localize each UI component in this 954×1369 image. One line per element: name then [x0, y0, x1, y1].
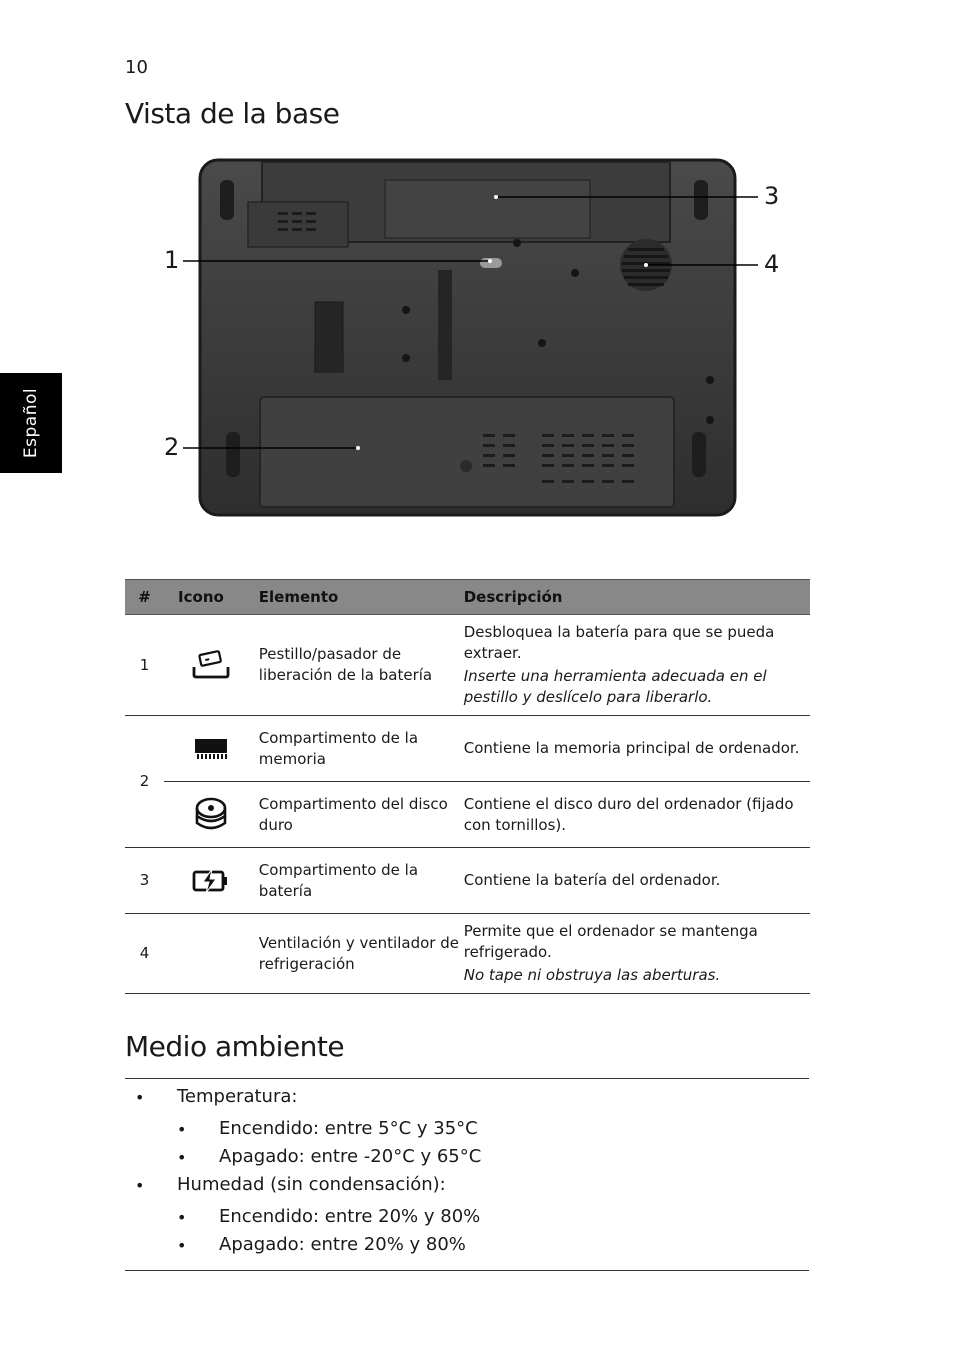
bullet: •	[135, 1088, 145, 1107]
laptop-base-figure	[160, 150, 790, 525]
element-name: Compartimento del disco duro	[259, 782, 464, 848]
element-description: Contiene el disco duro del ordenador (fijado con tornillos).	[464, 782, 810, 848]
header-description: Descripción	[464, 580, 810, 615]
bullet: •	[177, 1208, 187, 1227]
callout-1: 1	[164, 246, 180, 274]
header-num: #	[125, 580, 164, 615]
table-row	[125, 914, 810, 994]
table-row	[125, 716, 810, 782]
language-label: Español	[21, 387, 41, 459]
table-header-row	[125, 580, 810, 615]
callout-4: 4	[764, 250, 780, 278]
humidity-label: Humedad (sin condensación):	[177, 1174, 446, 1195]
battery-charge-icon	[164, 867, 259, 895]
bullet: •	[135, 1176, 145, 1195]
battery-release-latch-icon	[164, 650, 259, 680]
components-table	[125, 579, 810, 994]
humidity-on: Encendido: entre 20% y 80%	[219, 1206, 481, 1227]
element-description: Contiene la batería del ordenador.	[464, 848, 810, 914]
table-row	[125, 848, 810, 914]
table-row	[125, 615, 810, 716]
callout-2: 2	[164, 433, 180, 461]
laptop-base-illustration	[160, 150, 790, 525]
element-description: Desbloquea la batería para que se pueda extraer.	[463, 623, 775, 662]
element-note: No tape ni obstruya las aberturas.	[463, 966, 721, 984]
memory-module-icon	[164, 736, 259, 762]
row-number: 2	[125, 716, 164, 848]
language-side-tab	[0, 373, 62, 473]
element-name: Ventilación y ventilador de refrigeración	[259, 914, 464, 994]
element-name: Compartimento de la memoria	[259, 716, 464, 782]
environment-specs	[125, 1078, 809, 1271]
bullet: •	[177, 1236, 187, 1255]
temperature-on: Encendido: entre 5°C y 35°C	[219, 1118, 478, 1139]
element-name: Pestillo/pasador de liberación de la batería	[259, 615, 464, 716]
table-row	[125, 782, 810, 848]
section-title-base-view: Vista de la base	[125, 97, 340, 130]
header-element: Elemento	[259, 580, 464, 615]
element-description: Permite que el ordenador se mantenga refrigerado.	[463, 922, 758, 961]
page-number: 10	[125, 57, 148, 78]
callout-3: 3	[764, 182, 780, 210]
element-note: Inserte una herramienta adecuada en el pestillo y deslícelo para liberarlo.	[463, 667, 767, 706]
row-number: 3	[125, 848, 164, 914]
row-number: 1	[125, 615, 164, 716]
section-title-environment: Medio ambiente	[125, 1030, 345, 1063]
humidity-off: Apagado: entre 20% y 80%	[219, 1234, 466, 1255]
hard-disk-icon	[164, 796, 259, 834]
temperature-label: Temperatura:	[177, 1086, 298, 1107]
element-name: Compartimento de la batería	[259, 848, 464, 914]
bullet: •	[177, 1148, 187, 1167]
row-number: 4	[125, 914, 164, 994]
element-description: Contiene la memoria principal de ordenador.	[464, 716, 810, 782]
bullet: •	[177, 1120, 187, 1139]
header-icon: Icono	[164, 580, 259, 615]
temperature-off: Apagado: entre -20°C y 65°C	[219, 1146, 482, 1167]
